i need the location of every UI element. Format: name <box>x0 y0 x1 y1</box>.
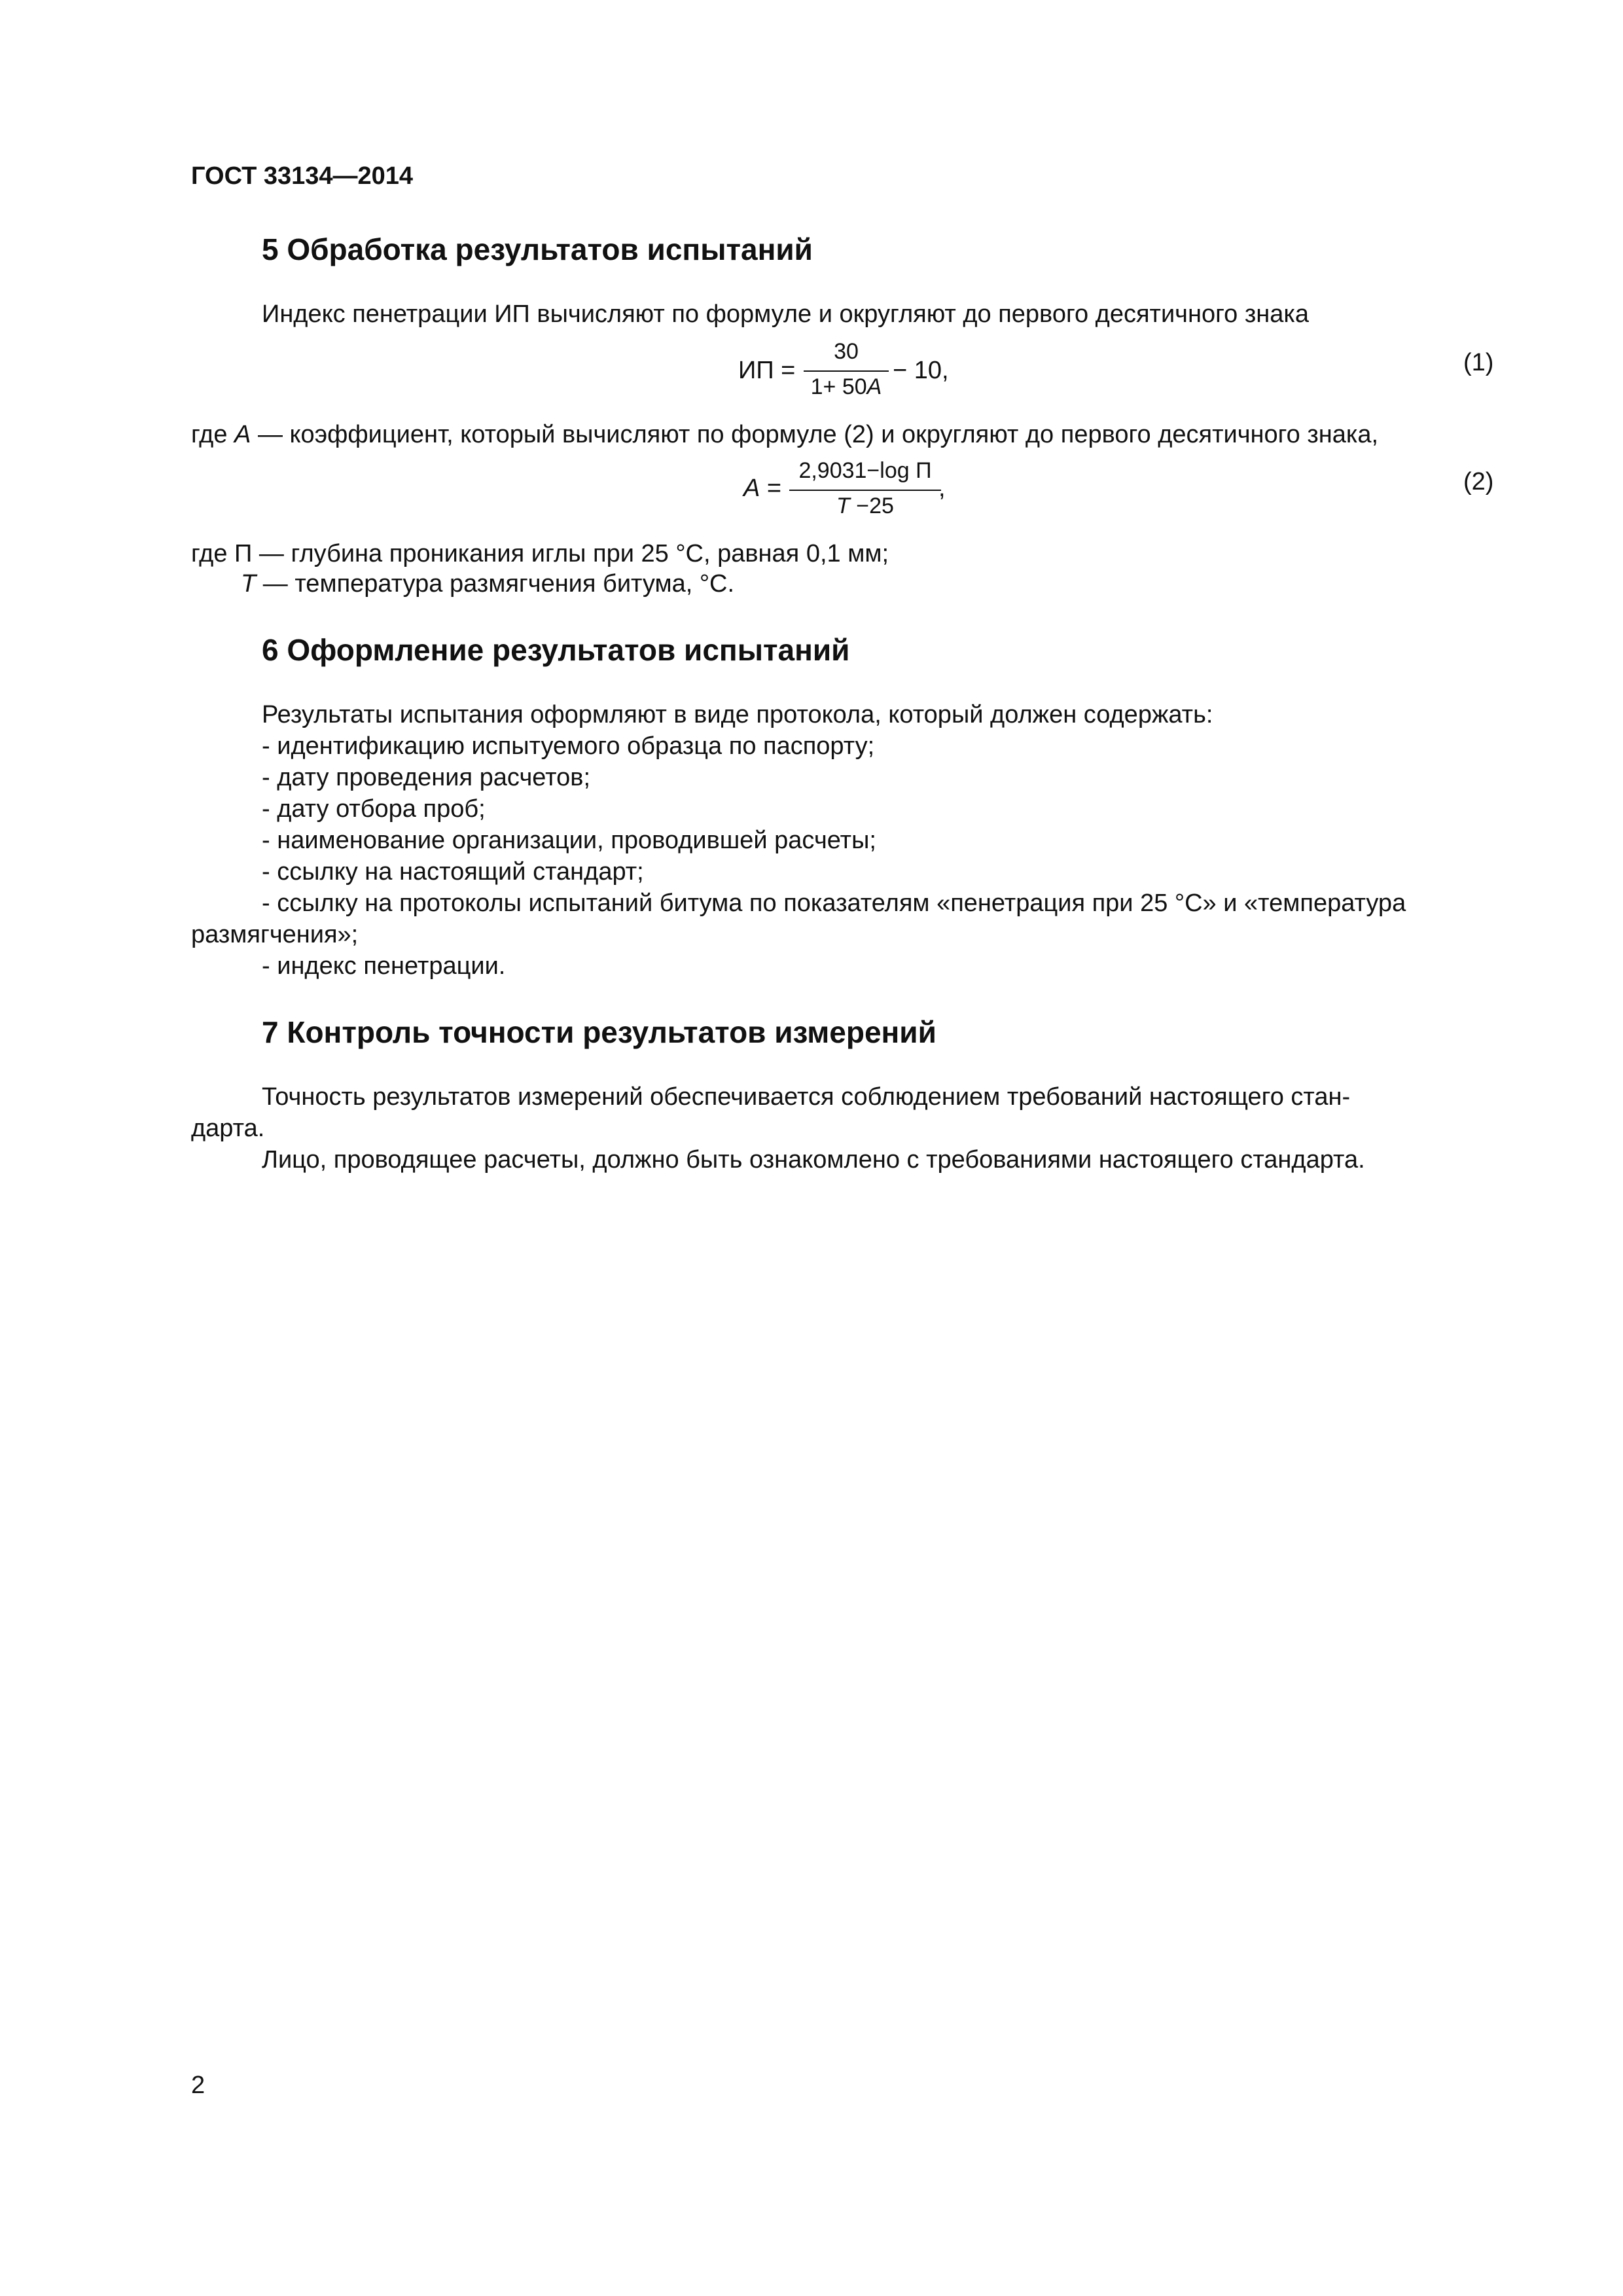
where-t-line: T — температура размягчения битума, °С. <box>241 570 735 598</box>
variable-t: T <box>241 570 257 598</box>
list-item: - наименование организации, проводившей расчеты; <box>262 827 876 854</box>
formula-1-numerator: 30 <box>834 339 859 364</box>
section-6-heading: 6 Оформление результатов испытаний <box>262 633 850 667</box>
section-7-paragraph-2: Лицо, проводящее расчеты, должно быть ознакомлено с требованиями настоящего стандарта. <box>262 1146 1365 1174</box>
formula-1-number: (1) <box>1463 349 1494 376</box>
section-6-intro: Результаты испытания оформляют в виде протокола, который должен содержать: <box>262 701 1213 728</box>
formula-1-fraction-bar <box>804 370 889 372</box>
page-number: 2 <box>191 2072 205 2099</box>
document-header: ГОСТ 33134—2014 <box>191 162 414 190</box>
variable-a: A <box>234 421 251 448</box>
where-p-line: где П — глубина проникания иглы при 25 °С, равная 0,1 мм; <box>191 540 889 567</box>
list-item: - дату отбора проб; <box>262 795 486 823</box>
formula-2-lhs: A = <box>743 475 782 502</box>
list-item: - ссылку на настоящий стандарт; <box>262 858 644 886</box>
section-5-heading: 5 Обработка результатов испытаний <box>262 232 813 266</box>
section-7-heading: 7 Контроль точности результатов измерений <box>262 1015 936 1049</box>
formula-1-lhs: ИП = <box>738 357 796 384</box>
formula-2-number: (2) <box>1463 468 1494 495</box>
section-7-paragraph-1: Точность результатов измерений обеспечивается соблюдением требований настоящего стан- <box>262 1083 1351 1111</box>
section-7-paragraph-1-end: дарта. <box>191 1115 265 1142</box>
formula-2-tail: , <box>938 475 946 502</box>
formula-1-denominator: 1+ 50A <box>810 374 882 399</box>
list-item: - идентификацию испытуемого образца по паспорту; <box>262 732 875 760</box>
formula-2-numerator: 2,9031−log П <box>798 458 932 483</box>
formula-2-fraction-bar <box>789 490 941 491</box>
where-a-line: где A — коэффициент, который вычисляют по формуле (2) и округляют до первого десятичного знака, <box>191 421 1379 448</box>
list-item: - ссылку на протоколы испытаний битума по показателям «пенетрация при 25 °С» и «температура <box>262 889 1406 917</box>
list-item-continuation: размягчения»; <box>191 921 359 948</box>
section-5-intro: Индекс пенетрации ИП вычисляют по формуле и округляют до первого десятичного знака <box>262 300 1309 328</box>
formula-2-denominator: T −25 <box>836 493 894 518</box>
list-item: - дату проведения расчетов; <box>262 764 590 791</box>
list-item: - индекс пенетрации. <box>262 952 506 980</box>
formula-1-tail: − 10, <box>893 357 949 384</box>
